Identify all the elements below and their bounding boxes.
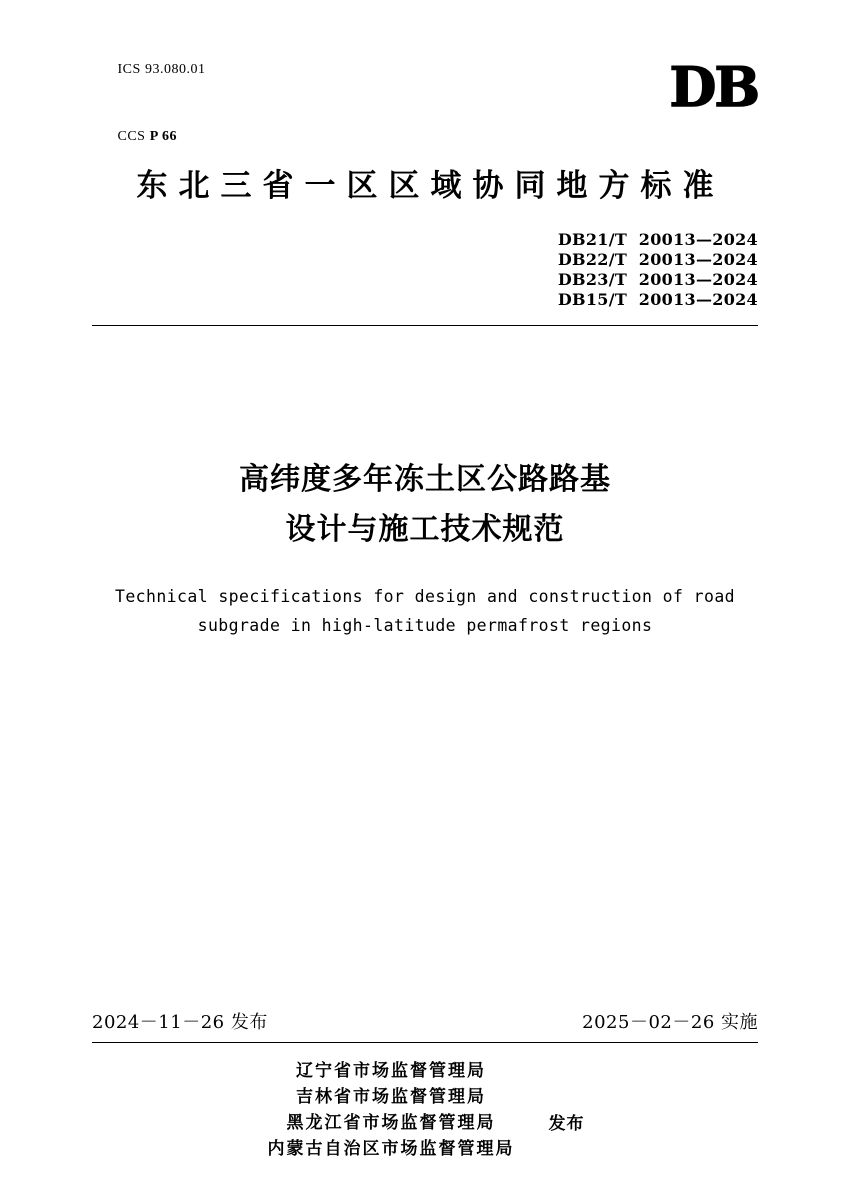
- page-title-line-2: 设计与施工技术规范: [285, 512, 565, 547]
- header-block: [92, 36, 758, 170]
- issuer-list: [266, 1058, 515, 1162]
- issuer-item: 内蒙古自治区市场监督管理局: [267, 1139, 515, 1159]
- standard-number: DB15/T 20013—2024: [557, 290, 758, 309]
- page-title-english-line-2: subgrade in high-latitude permafrost regions: [197, 616, 653, 635]
- implement-date: 2025－02－26 实施: [582, 1012, 758, 1033]
- ics-label: ICS: [117, 62, 141, 77]
- issuer-item: 辽宁省市场监督管理局: [296, 1061, 486, 1081]
- standard-number: DB21/T 20013—2024: [557, 230, 758, 249]
- ics-line: [92, 36, 758, 103]
- page-title-line-1: 高纬度多年冻土区公路路基: [239, 462, 611, 497]
- standard-number: DB23/T 20013—2024: [557, 270, 758, 289]
- issuer-item: 黑龙江省市场监督管理局: [286, 1113, 496, 1133]
- ccs-value: P 66: [149, 129, 177, 144]
- standard-number: DB22/T 20013—2024: [557, 250, 758, 269]
- standard-numbers-list: [558, 230, 758, 310]
- standard-series-title: 东北三省一区区域协同地方标准: [136, 168, 725, 204]
- issuer-item: 吉林省市场监督管理局: [296, 1087, 486, 1107]
- header-divider: [92, 325, 758, 326]
- ics-value: 93.080.01: [145, 62, 206, 77]
- issue-date: 2024－11－26 发布: [92, 1012, 268, 1033]
- ccs-label: CCS: [117, 129, 146, 144]
- issuers-block: [0, 1058, 850, 1162]
- footer-divider: [92, 1042, 758, 1043]
- publish-word: 发布: [548, 1113, 585, 1134]
- page-title-english: [0, 582, 850, 640]
- db-logo: DB: [669, 55, 758, 119]
- page-title-english-line-1: Technical specifications for design and construction of road: [114, 587, 736, 606]
- dates-row: [92, 1008, 758, 1034]
- page-title: [0, 455, 850, 555]
